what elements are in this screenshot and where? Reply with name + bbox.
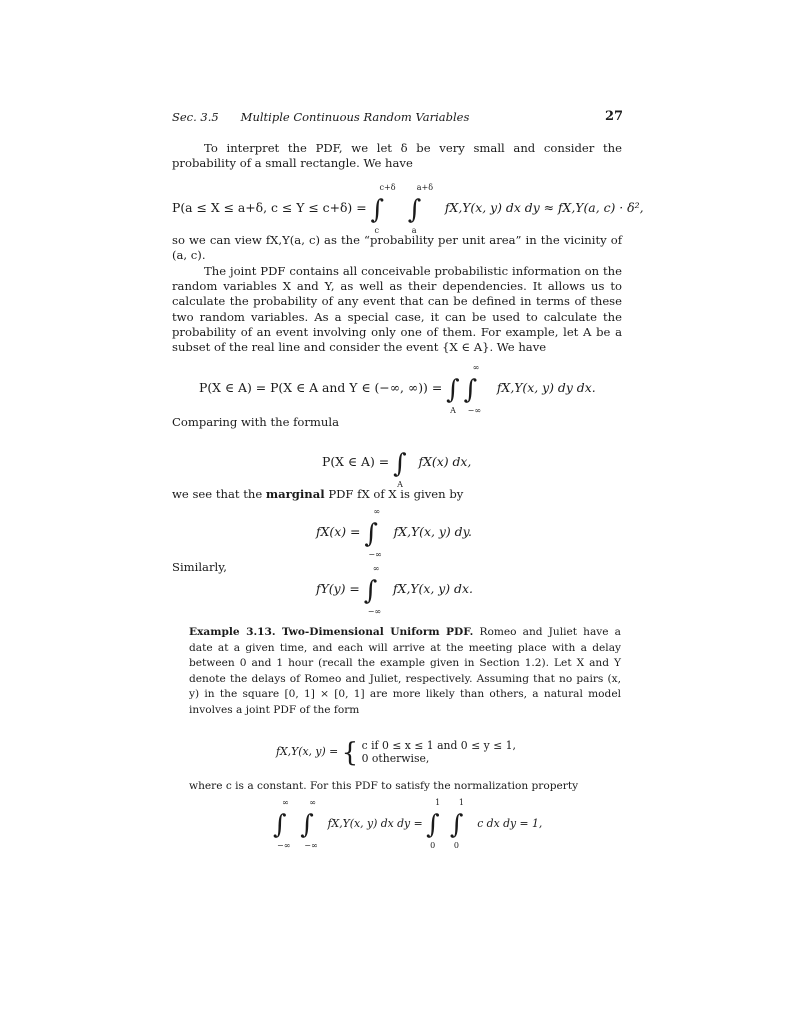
integral-9-upper: ∞ [309,798,316,807]
integral-5: ∫ A [393,449,407,489]
integral-1: ∫ c+δ c [370,183,396,235]
paragraph-3: The joint PDF contains all conceivable probabilistic information on the random variables X and Y, as well as their dependencies. It allows us to calculate the probability of any event that can be defined in terms of these two random variables. As a special case, it can be used to calculate the probability of an event involving only one of them. For example, let A be a subset of the real line and consider the event {X ∈ A}. We have [172,264,622,355]
integral-1-upper: c+δ [379,183,396,192]
example-text: Romeo and Juliet have a date at a given time, and each will arrive at the meeting place with a delay between 0 and 1 hour (recall the example given in Section 1.2). Let X and Y denote the delays of Romeo and Juliet, respectively. Assuming that no pairs (x, y) in the square [0, 1] × [0, 1] are more likely than others, a natural model involves a joint PDF of the form [189,626,621,716]
integral-7-upper: ∞ [372,564,380,573]
equation-7 [273,798,543,850]
integral-8-lower: −∞ [277,841,291,850]
piecewise-cases [362,739,516,765]
example-block [189,625,621,718]
paragraph-5-prefix: we see that the [172,487,263,501]
paragraph-4: Comparing with the formula [172,415,340,429]
integral-9: ∫ ∞ −∞ [300,798,318,850]
integral-8: ∫ ∞ −∞ [273,798,291,850]
integral-7-lower: −∞ [367,607,382,616]
integral-4-lower: −∞ [467,406,482,415]
equation-1-rhs: fX,Y(x, y) dx dy ≈ fX,Y(a, c) · δ², [444,200,644,215]
equation-2-lhs: P(X ∈ A) = P(X ∈ A and Y ∈ (−∞, ∞)) = [199,380,443,395]
integral-2: ∫ a+δ a [407,183,434,235]
equation-7-middle: fX,Y(x, y) dx dy = [327,817,423,830]
integral-6-upper: ∞ [373,507,381,516]
integral-11: ∫ 1 0 [449,798,465,850]
integral-11-lower: 0 [453,841,460,850]
example-label: Example 3.13. Two-Dimensional Uniform PDF. [189,626,474,638]
integral-3-lower: A [450,406,456,415]
integral-10-upper: 1 [435,798,441,807]
equation-4-lhs: fX(x) = [316,524,361,539]
integral-3: ∫ A [446,375,460,415]
case-1: c if 0 ≤ x ≤ 1 and 0 ≤ y ≤ 1, [361,739,516,752]
equation-5-rhs: fX,Y(x, y) dx. [393,581,473,596]
paragraph-1: To interpret the PDF, we let δ be very small and consider the probability of a small rectangle. We have [172,141,622,171]
integral-1-lower: c [374,226,380,235]
paragraph-2: so we can view fX,Y(a, c) as the “probability per unit area” in the vicinity of (a, c). [172,233,622,263]
equation-1-lhs: P(a ≤ X ≤ a+δ, c ≤ Y ≤ c+δ) = [172,200,367,215]
integral-9-lower: −∞ [304,841,318,850]
integral-6: ∫ ∞ −∞ [364,507,382,559]
left-brace: { [341,738,359,768]
section-title: Multiple Continuous Random Variables [240,110,470,124]
integral-8-upper: ∞ [282,798,289,807]
equation-1 [172,183,644,235]
paragraph-6: Similarly, [172,560,227,574]
integral-10: ∫ 1 0 [426,798,441,850]
equation-3 [322,449,472,489]
marginal-term: marginal [265,487,325,501]
equation-7-rhs: c dx dy = 1, [477,817,543,830]
integral-4: ∫ ∞ −∞ [463,363,482,415]
paragraph-5 [172,487,622,502]
integral-6-lower: −∞ [368,550,382,559]
equation-2 [199,363,596,415]
integral-7: ∫ ∞ −∞ [363,564,382,616]
equation-6-lhs: fX,Y(x, y) = [276,745,339,758]
equation-6 [276,738,516,768]
integral-10-lower: 0 [430,841,436,850]
integral-2-lower: a [411,226,417,235]
integral-2-upper: a+δ [416,183,434,192]
integral-11-upper: 1 [458,798,465,807]
equation-3-lhs: P(X ∈ A) = [322,454,390,469]
running-header-section [172,110,469,124]
equation-4 [316,507,472,559]
equation-5 [316,564,473,616]
equation-3-rhs: fX(x) dx, [418,454,472,469]
example-text-2: where c is a constant. For this PDF to satisfy the normalization property [189,780,579,792]
equation-2-rhs: fX,Y(x, y) dy dx. [496,380,596,395]
integral-4-upper: ∞ [472,363,480,372]
paragraph-5-suffix: PDF fX of X is given by [328,487,464,501]
case-2: 0 otherwise, [361,752,430,765]
integral-5-lower: A [397,480,403,489]
equation-5-lhs: fY(y) = [316,581,360,596]
page-number: 27 [605,109,624,124]
equation-4-rhs: fX,Y(x, y) dy. [393,524,472,539]
section-number: Sec. 3.5 [172,110,219,124]
